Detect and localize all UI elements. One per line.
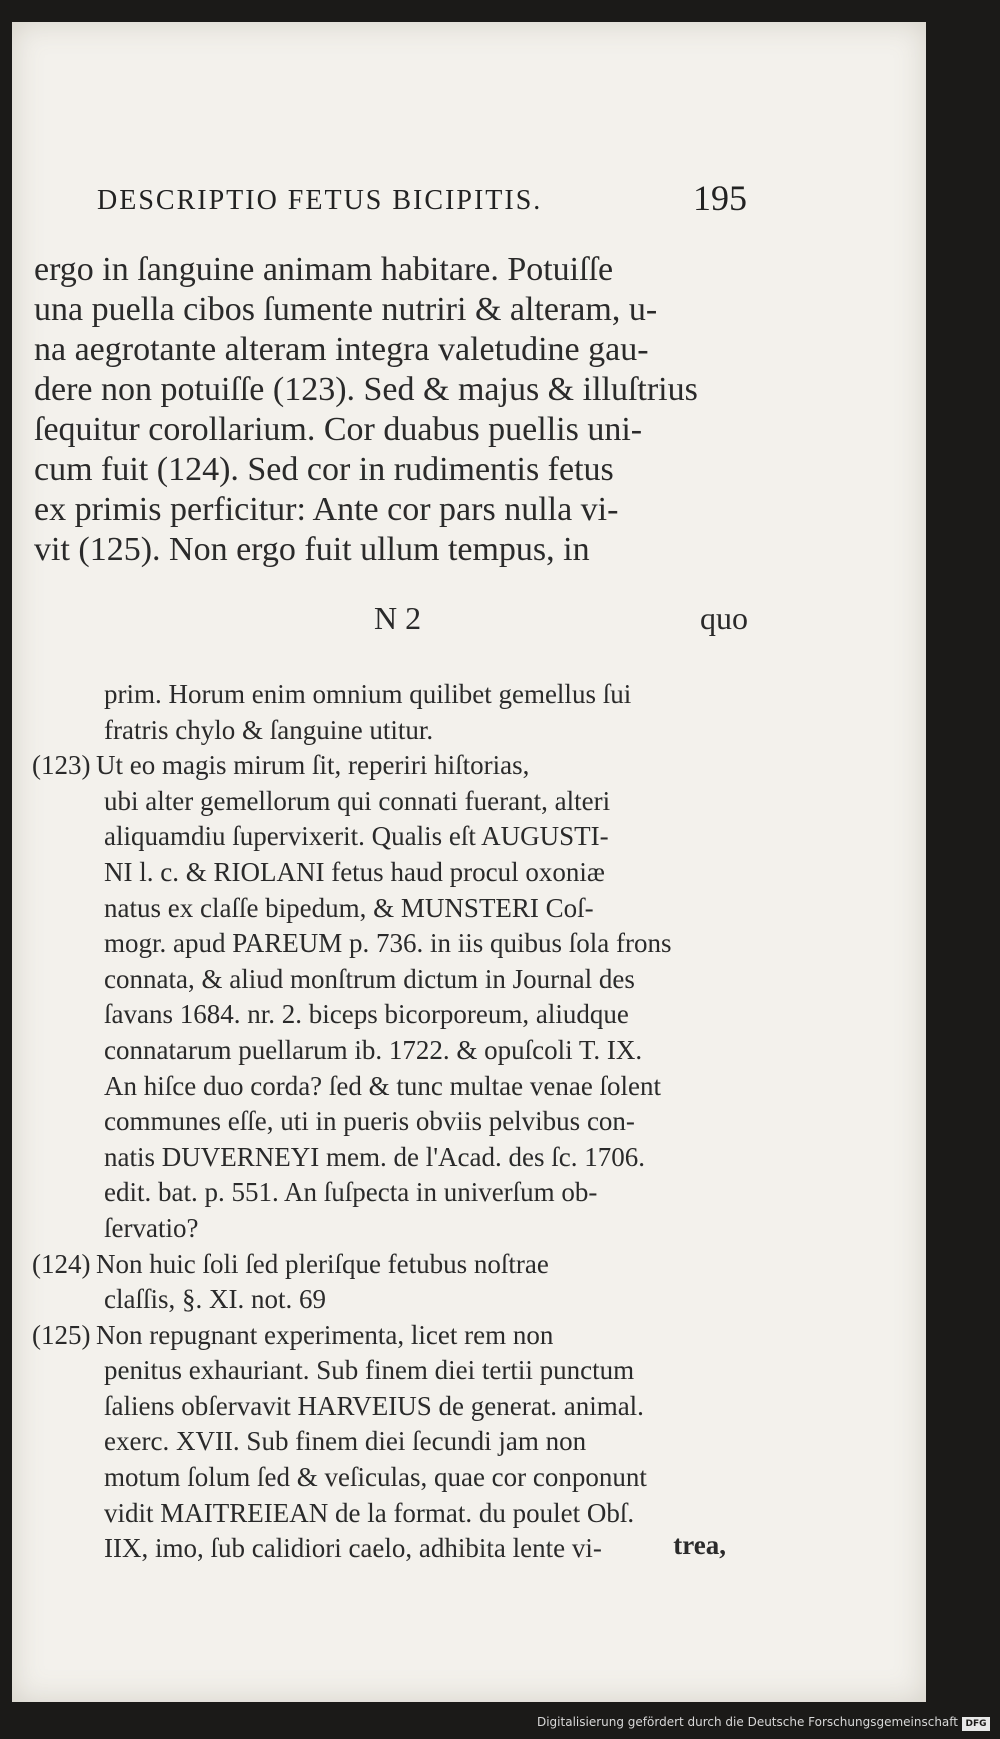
footnote-line: vidit MAITREIEAN de la format. du poulet Obſ. <box>104 1497 635 1528</box>
footnote-line: communes eſſe, uti in pueris obviis pelvibus con- <box>104 1106 635 1137</box>
footnote-label: (125) <box>32 1319 91 1350</box>
digitization-footer <box>0 1703 1000 1739</box>
footnotes-block <box>32 677 742 1567</box>
footnote-line: connatarum puellarum ib. 1722. & opuſcoli T. IX. <box>104 1034 643 1065</box>
footnote-line: motum ſolum ſed & veſiculas, quae cor conponunt <box>104 1462 647 1493</box>
dfg-logo: DFG <box>962 1717 990 1731</box>
text-line: una puella cibos ſumente nutriri & alteram, u- <box>34 291 658 328</box>
footnote-line: natis DUVERNEYI mem. de l'Acad. des ſc. 1706. <box>104 1141 646 1172</box>
footnote-line: ſavans 1684. nr. 2. biceps bicorporeum, aliudque <box>104 999 629 1030</box>
book-page <box>12 22 926 1702</box>
footnote-line: aliquamdiu ſupervixerit. Qualis eſt AUGUSTI- <box>104 821 609 852</box>
main-text-block <box>34 250 748 570</box>
footnote-line: Ut eo magis mirum ſit, reperiri hiſtorias, <box>96 750 530 781</box>
text-line: na aegrotante alteram integra valetudine gau- <box>34 331 649 368</box>
footnote-line: NI l. c. & RIOLANI fetus haud procul oxoniæ <box>104 856 605 887</box>
footnote-line: connata, & aliud monſtrum dictum in Journal des <box>104 963 635 994</box>
footnote-line: Non huic ſoli ſed pleriſque fetubus noſtrae <box>96 1248 549 1279</box>
text-line: ergo in ſanguine animam habitare. Potuiſſe <box>34 251 614 288</box>
funding-credit: Digitalisierung gefördert durch die Deutsche Forschungsgemeinschaft <box>536 1715 958 1729</box>
text-line: vit (125). Non ergo fuit ullum tempus, in <box>34 531 590 568</box>
catchword: quo <box>700 600 748 636</box>
footnote-label: (124) <box>32 1248 91 1279</box>
footnote-continuation-line: prim. Horum enim omnium quilibet gemellus ſui <box>104 679 632 709</box>
footnote-line: Non repugnant experimenta, licet rem non <box>96 1319 554 1350</box>
footnote-line: ubi alter gemellorum qui connati fuerant, alteri <box>104 785 611 816</box>
footnote-line: claſſis, §. XI. not. 69 <box>104 1284 326 1315</box>
footnote-line: edit. bat. p. 551. An ſuſpecta in univerſum ob- <box>104 1177 598 1208</box>
text-line: ſequitur corollarium. Cor duabus puellis uni- <box>34 411 643 448</box>
page-header <box>97 177 747 227</box>
footnote-line: exerc. XVII. Sub finem diei ſecundi jam non <box>104 1426 587 1457</box>
footnote-catchword: trea, <box>673 1530 726 1560</box>
running-title: DESCRIPTIO FETUS BICIPITIS. <box>97 185 543 216</box>
footnote-label: (123) <box>32 750 91 781</box>
footnote-line: penitus exhauriant. Sub finem diei tertii punctum <box>104 1355 635 1386</box>
footnote-line: IIX, imo, ſub calidiori caelo, adhibita lente vi- <box>104 1533 602 1564</box>
page-number: 195 <box>693 178 747 218</box>
signature-line <box>34 600 748 640</box>
footnote-line: ſervatio? <box>104 1212 199 1243</box>
footnote-line: mogr. apud PAREUM p. 736. in iis quibus ſola frons <box>104 928 672 959</box>
text-line: ex primis perficitur: Ante cor pars nulla vi- <box>34 491 619 528</box>
text-line: dere non potuiſſe (123). Sed & majus & illuſtrius <box>34 371 698 408</box>
footnote-continuation-line: fratris chylo & ſanguine utitur. <box>104 714 434 745</box>
footnote-line: ſaliens obſervavit HARVEIUS de generat. animal. <box>104 1390 644 1421</box>
signature-mark: N 2 <box>374 600 422 636</box>
footnote-line: natus ex claſſe bipedum, & MUNSTERI Coſ- <box>104 892 594 923</box>
text-line: cum fuit (124). Sed cor in rudimentis fetus <box>34 451 614 488</box>
footnote-line: An hiſce duo corda? ſed & tunc multae venae ſolent <box>104 1070 662 1101</box>
